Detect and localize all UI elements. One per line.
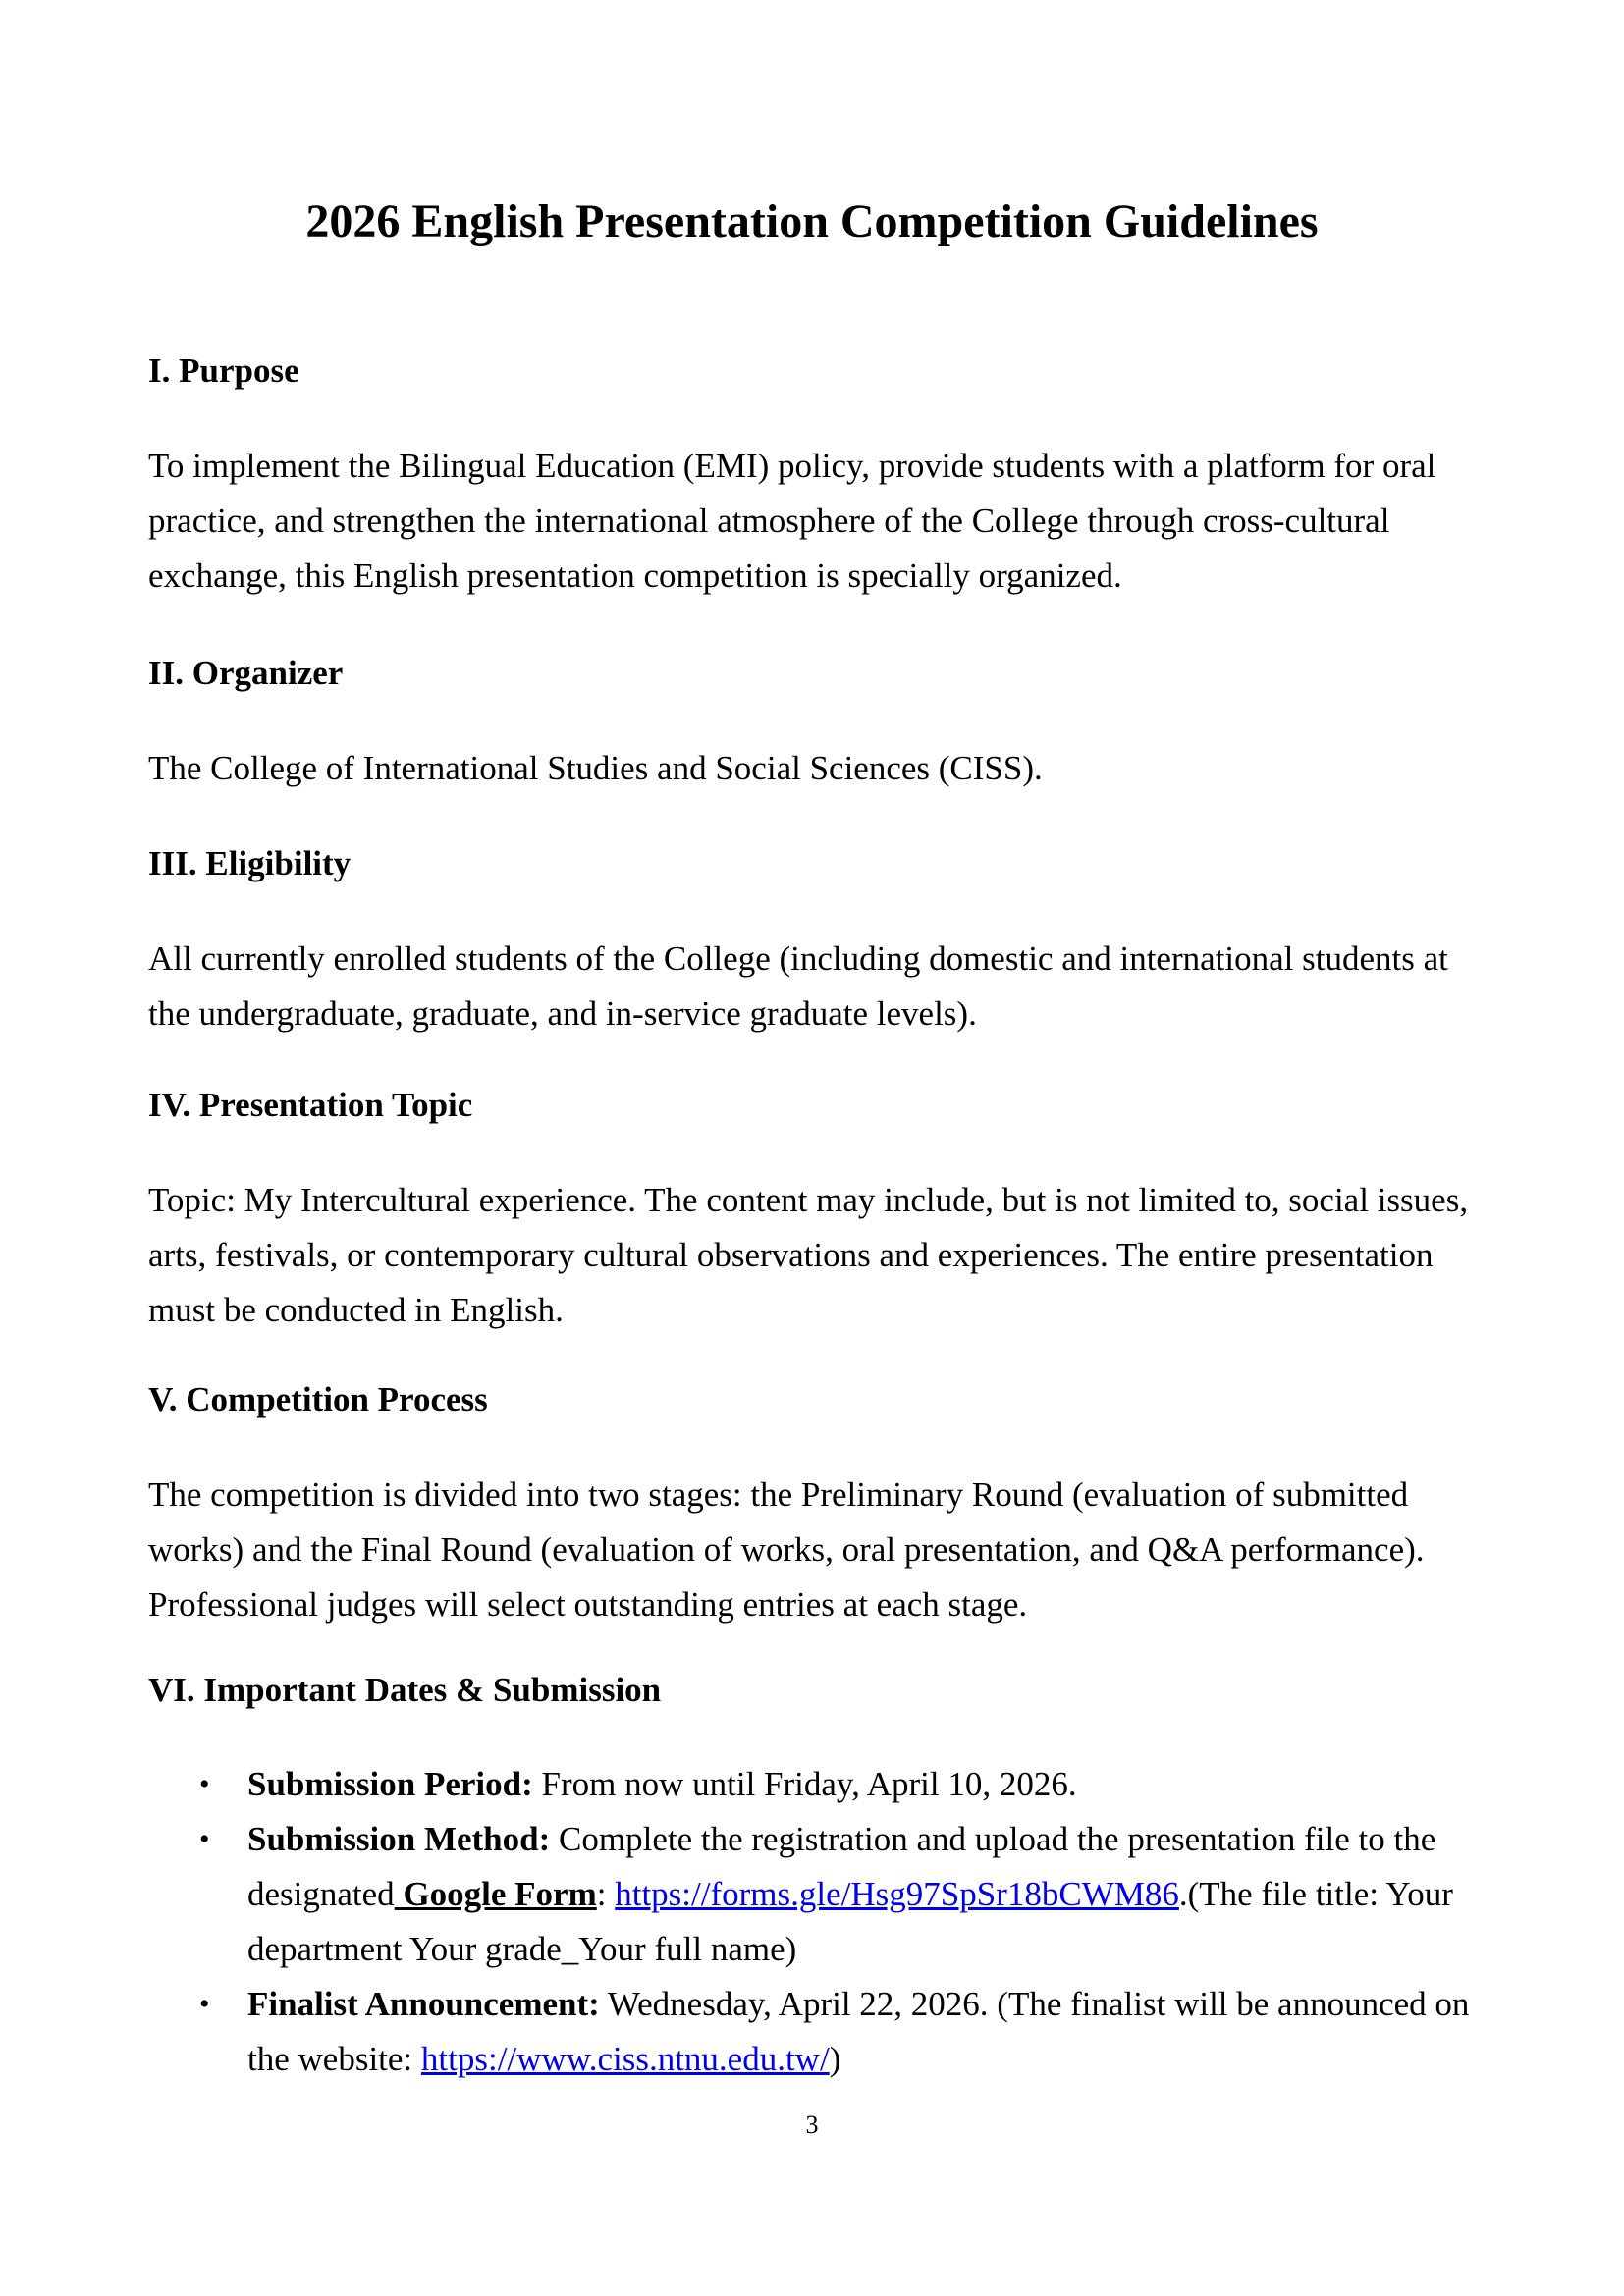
list-item-submission-method bbox=[148, 1812, 1484, 1977]
item-text: .(The file title: Your department Your grade_Your full name) bbox=[247, 1875, 1453, 1968]
section-heading: V. Competition Process bbox=[148, 1380, 488, 1418]
item-text: Complete the registration and upload the presentation file to the designated bbox=[247, 1820, 1436, 1913]
section-body: Topic: My Intercultural experience. The content may include, but is not limited to, social issues, arts, festivals, or contemporary cultural observations and experiences. The entire presentation must be conducted in English. bbox=[148, 1181, 1469, 1329]
section-heading: II. Organizer bbox=[148, 654, 344, 692]
section-organizer bbox=[148, 652, 1484, 796]
ciss-website-link[interactable]: https://www.ciss.ntnu.edu.tw/ bbox=[420, 2040, 830, 2078]
item-label: Submission Period: bbox=[247, 1765, 533, 1803]
section-body: The College of International Studies and Social Sciences (CISS). bbox=[148, 749, 1043, 787]
item-label: Submission Method: bbox=[247, 1820, 551, 1858]
section-eligibility bbox=[148, 842, 1484, 1041]
section-heading: I. Purpose bbox=[148, 351, 299, 390]
section-body: All currently enrolled students of the College (including domestic and international students at the undergraduate, graduate, and in-service graduate levels). bbox=[148, 939, 1448, 1033]
bullet-icon: • bbox=[199, 1823, 210, 1855]
item-text: ) bbox=[829, 2040, 841, 2078]
colon-text: : bbox=[596, 1875, 616, 1913]
section-purpose bbox=[148, 349, 1484, 604]
list-item-finalist-announcement bbox=[148, 1977, 1484, 2087]
dates-list bbox=[148, 1757, 1484, 2087]
item-text: From now until Friday, April 10, 2026. bbox=[532, 1765, 1077, 1803]
section-heading: VI. Important Dates & Submission bbox=[148, 1671, 662, 1709]
google-form-link[interactable]: https://forms.gle/Hsg97SpSr18bCWM86 bbox=[615, 1875, 1179, 1913]
section-important-dates bbox=[148, 1669, 1484, 2087]
section-heading: III. Eligibility bbox=[148, 844, 352, 882]
item-text: Wednesday, April 22, 2026. (The finalist will be announced on the website: bbox=[247, 1985, 1470, 2078]
bullet-icon: • bbox=[199, 1768, 210, 1800]
section-body: The competition is divided into two stages: the Preliminary Round (evaluation of submitted works) and the Final Round (evaluation of works, oral presentation, and Q&A performance). Professional judges will select outstanding entries at each stage. bbox=[148, 1475, 1425, 1624]
bullet-icon: • bbox=[199, 1988, 210, 2020]
list-item-submission-period bbox=[148, 1757, 1484, 1812]
google-form-label: Google Form bbox=[394, 1875, 597, 1913]
section-topic bbox=[148, 1084, 1484, 1338]
page-number: 3 bbox=[805, 2110, 819, 2139]
section-body: To implement the Bilingual Education (EMI) policy, provide students with a platform for oral practice, and strengthen the international atmosphere of the College through cross-cultural exchange, this English presentation competition is specially organized. bbox=[148, 447, 1436, 595]
page-title: 2026 English Presentation Competition Guidelines bbox=[305, 195, 1319, 247]
section-process bbox=[148, 1378, 1484, 1632]
section-heading: IV. Presentation Topic bbox=[148, 1086, 473, 1124]
item-label: Finalist Announcement: bbox=[247, 1985, 600, 2023]
